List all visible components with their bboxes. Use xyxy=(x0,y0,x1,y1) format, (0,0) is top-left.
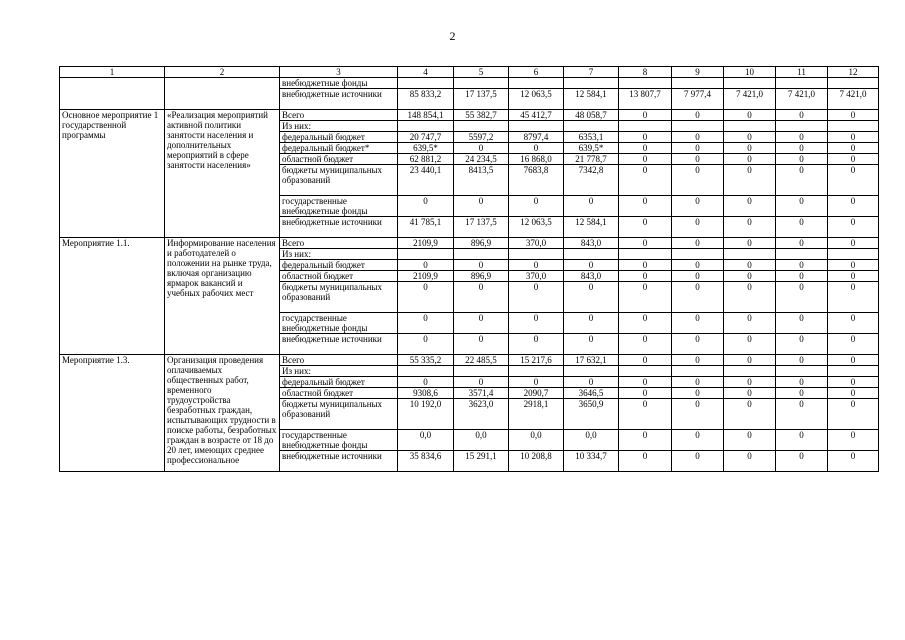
value-cell: 0 xyxy=(672,132,724,143)
value-cell: 0 xyxy=(619,399,672,430)
value-cell: 0 xyxy=(619,143,672,154)
source-label: федеральный бюджет xyxy=(280,377,398,388)
value-cell: 0 xyxy=(724,355,776,366)
value-cell xyxy=(509,249,564,260)
value-cell: 13 807,7 xyxy=(619,89,672,110)
value-cell: 0 xyxy=(619,196,672,217)
value-cell: 7 421,0 xyxy=(776,89,828,110)
value-cell: 0 xyxy=(776,238,828,249)
value-cell: 0 xyxy=(509,282,564,313)
value-cell: 0,0 xyxy=(454,430,509,451)
value-cell: 0 xyxy=(776,430,828,451)
value-cell xyxy=(776,121,828,132)
value-cell: 639,5* xyxy=(398,143,454,154)
value-cell: 5597,2 xyxy=(454,132,509,143)
source-label: внебюджетные источники xyxy=(280,451,398,472)
value-cell: 0 xyxy=(454,143,509,154)
value-cell: 0 xyxy=(776,154,828,165)
column-header: 6 xyxy=(509,67,564,78)
value-cell: 0 xyxy=(828,399,879,430)
value-cell: 0 xyxy=(619,271,672,282)
value-cell: 0 xyxy=(724,217,776,238)
column-header: 4 xyxy=(398,67,454,78)
value-cell: 0 xyxy=(672,238,724,249)
value-cell: 370,0 xyxy=(509,238,564,249)
value-cell: 0 xyxy=(672,399,724,430)
value-cell: 0 xyxy=(619,334,672,355)
value-cell xyxy=(509,366,564,377)
page-number: 2 xyxy=(449,29,456,43)
value-cell: 21 778,7 xyxy=(564,154,619,165)
value-cell: 0 xyxy=(724,282,776,313)
value-cell: 0 xyxy=(619,388,672,399)
value-cell: 0 xyxy=(672,271,724,282)
value-cell: 0 xyxy=(724,399,776,430)
source-label: Всего xyxy=(280,238,398,249)
value-cell: 896,9 xyxy=(454,238,509,249)
value-cell: 0 xyxy=(672,451,724,472)
source-label: областной бюджет xyxy=(280,154,398,165)
source-label: бюджеты муниципальных образований xyxy=(280,399,398,430)
value-cell: 0 xyxy=(724,451,776,472)
value-cell xyxy=(619,249,672,260)
value-cell: 7 421,0 xyxy=(828,89,879,110)
source-label: областной бюджет xyxy=(280,388,398,399)
value-cell: 0 xyxy=(672,260,724,271)
value-cell: 55 382,7 xyxy=(454,110,509,121)
value-cell: 24 234,5 xyxy=(454,154,509,165)
value-cell: 15 291,1 xyxy=(454,451,509,472)
value-cell: 2918,1 xyxy=(509,399,564,430)
value-cell: 0 xyxy=(828,377,879,388)
column-header: 5 xyxy=(454,67,509,78)
value-cell: 0 xyxy=(619,313,672,334)
value-cell: 0 xyxy=(619,165,672,196)
value-cell xyxy=(564,121,619,132)
value-cell: 3571,4 xyxy=(454,388,509,399)
value-cell: 0,0 xyxy=(398,430,454,451)
value-cell: 0 xyxy=(619,260,672,271)
source-label: государственные внебюджетные фонды xyxy=(280,430,398,451)
column-header: 11 xyxy=(776,67,828,78)
value-cell: 41 785,1 xyxy=(398,217,454,238)
value-cell xyxy=(398,121,454,132)
value-cell: 0 xyxy=(776,313,828,334)
value-cell: 0 xyxy=(619,282,672,313)
source-label: Всего xyxy=(280,110,398,121)
value-cell xyxy=(776,366,828,377)
value-cell: 0 xyxy=(776,271,828,282)
value-cell: 370,0 xyxy=(509,271,564,282)
value-cell: 0 xyxy=(724,313,776,334)
value-cell: 35 834,6 xyxy=(398,451,454,472)
value-cell: 0 xyxy=(828,238,879,249)
value-cell: 0 xyxy=(398,313,454,334)
group-desc-cell: Информирование населения и работодателей о положении на рынке труда, включая организацию ярмарок вакансий и учебных рабочих мест xyxy=(165,238,280,355)
value-cell: 0 xyxy=(619,110,672,121)
source-label: внебюджетные источники xyxy=(280,334,398,355)
value-cell: 85 833,2 xyxy=(398,89,454,110)
value-cell xyxy=(564,249,619,260)
column-header: 1 xyxy=(60,67,165,78)
source-label: внебюджетные фонды xyxy=(280,78,398,89)
column-header: 10 xyxy=(724,67,776,78)
value-cell xyxy=(398,249,454,260)
column-header: 8 xyxy=(619,67,672,78)
group-name-cell: Мероприятие 1.3. xyxy=(60,355,165,472)
value-cell: 0 xyxy=(776,451,828,472)
value-cell: 0 xyxy=(724,377,776,388)
value-cell xyxy=(398,366,454,377)
value-cell xyxy=(828,366,879,377)
source-label: бюджеты муниципальных образований xyxy=(280,165,398,196)
value-cell: 0 xyxy=(776,282,828,313)
value-cell: 0 xyxy=(724,132,776,143)
value-cell: 0 xyxy=(454,196,509,217)
value-cell: 17 137,5 xyxy=(454,217,509,238)
source-label: федеральный бюджет* xyxy=(280,143,398,154)
value-cell: 0 xyxy=(776,399,828,430)
value-cell xyxy=(724,366,776,377)
value-cell: 0 xyxy=(509,313,564,334)
value-cell: 3646,5 xyxy=(564,388,619,399)
value-cell: 7683,8 xyxy=(509,165,564,196)
value-cell: 0 xyxy=(776,260,828,271)
value-cell: 896,9 xyxy=(454,271,509,282)
value-cell xyxy=(724,121,776,132)
value-cell: 0 xyxy=(564,313,619,334)
value-cell: 45 412,7 xyxy=(509,110,564,121)
value-cell: 7 977,4 xyxy=(672,89,724,110)
value-cell: 0 xyxy=(509,143,564,154)
table-row xyxy=(60,238,879,249)
source-label: государственные внебюджетные фонды xyxy=(280,196,398,217)
value-cell xyxy=(828,121,879,132)
group-name-cell: Основное мероприятие 1 государственной программы xyxy=(60,110,165,238)
value-cell: 0 xyxy=(454,282,509,313)
value-cell: 2109,9 xyxy=(398,238,454,249)
value-cell: 0 xyxy=(776,110,828,121)
value-cell: 0 xyxy=(828,388,879,399)
value-cell: 8413,5 xyxy=(454,165,509,196)
source-label: Из них: xyxy=(280,121,398,132)
value-cell: 0 xyxy=(724,430,776,451)
value-cell: 0 xyxy=(828,143,879,154)
value-cell: 0 xyxy=(672,282,724,313)
value-cell: 0 xyxy=(398,334,454,355)
value-cell: 0 xyxy=(776,132,828,143)
value-cell: 0 xyxy=(724,196,776,217)
value-cell: 0 xyxy=(828,282,879,313)
value-cell: 0 xyxy=(619,132,672,143)
value-cell: 0 xyxy=(619,217,672,238)
value-cell: 0 xyxy=(509,260,564,271)
value-cell: 0 xyxy=(828,271,879,282)
value-cell: 0 xyxy=(454,334,509,355)
value-cell xyxy=(564,366,619,377)
value-cell: 0 xyxy=(828,132,879,143)
value-cell xyxy=(619,121,672,132)
group-desc-cell: «Реализация мероприятий активной политики занятости населения и дополнительных мероприятий в сфере занятости населения» xyxy=(165,110,280,238)
value-cell: 9308,6 xyxy=(398,388,454,399)
value-cell: 0 xyxy=(672,377,724,388)
value-cell xyxy=(619,366,672,377)
value-cell: 0 xyxy=(672,143,724,154)
value-cell: 12 584,1 xyxy=(564,89,619,110)
value-cell: 0 xyxy=(509,334,564,355)
value-cell xyxy=(454,121,509,132)
value-cell xyxy=(776,249,828,260)
value-cell: 0 xyxy=(398,196,454,217)
value-cell: 0 xyxy=(564,377,619,388)
source-label: Всего xyxy=(280,355,398,366)
value-cell: 0 xyxy=(564,260,619,271)
value-cell: 0 xyxy=(619,430,672,451)
value-cell: 23 440,1 xyxy=(398,165,454,196)
value-cell: 0 xyxy=(564,282,619,313)
value-cell: 0 xyxy=(672,154,724,165)
value-cell: 0 xyxy=(828,334,879,355)
value-cell: 0 xyxy=(776,143,828,154)
value-cell: 148 854,1 xyxy=(398,110,454,121)
value-cell: 0 xyxy=(828,313,879,334)
value-cell: 0 xyxy=(672,334,724,355)
value-cell: 0 xyxy=(724,143,776,154)
value-cell xyxy=(724,249,776,260)
source-label: Из них: xyxy=(280,249,398,260)
value-cell: 0 xyxy=(672,313,724,334)
value-cell: 7342,8 xyxy=(564,165,619,196)
value-cell: 0 xyxy=(619,154,672,165)
value-cell: 12 063,5 xyxy=(509,217,564,238)
value-cell: 22 485,5 xyxy=(454,355,509,366)
value-cell: 0 xyxy=(724,165,776,196)
value-cell: 0 xyxy=(672,430,724,451)
value-cell: 0 xyxy=(724,110,776,121)
value-cell: 639,5* xyxy=(564,143,619,154)
source-label: областной бюджет xyxy=(280,271,398,282)
value-cell xyxy=(672,366,724,377)
table-row xyxy=(60,355,879,366)
value-cell: 0,0 xyxy=(564,430,619,451)
value-cell: 0 xyxy=(828,154,879,165)
value-cell xyxy=(509,121,564,132)
value-cell: 10 192,0 xyxy=(398,399,454,430)
value-cell: 3650,9 xyxy=(564,399,619,430)
value-cell xyxy=(672,249,724,260)
value-cell: 0 xyxy=(509,196,564,217)
value-cell: 0 xyxy=(724,388,776,399)
value-cell xyxy=(672,121,724,132)
table-row xyxy=(60,78,879,89)
value-cell: 0 xyxy=(454,377,509,388)
value-cell: 16 868,0 xyxy=(509,154,564,165)
value-cell: 0 xyxy=(724,238,776,249)
group-name-cell xyxy=(60,78,165,110)
value-cell: 0 xyxy=(454,260,509,271)
value-cell: 17 137,5 xyxy=(454,89,509,110)
value-cell: 0 xyxy=(776,355,828,366)
column-header: 12 xyxy=(828,67,879,78)
value-cell: 10 334,7 xyxy=(564,451,619,472)
value-cell: 0 xyxy=(776,377,828,388)
value-cell: 0,0 xyxy=(509,430,564,451)
value-cell: 0 xyxy=(776,334,828,355)
value-cell: 843,0 xyxy=(564,271,619,282)
column-header: 2 xyxy=(165,67,280,78)
value-cell: 0 xyxy=(672,388,724,399)
source-label: внебюджетные источники xyxy=(280,89,398,110)
value-cell: 0 xyxy=(619,238,672,249)
value-cell: 0 xyxy=(619,377,672,388)
value-cell: 0 xyxy=(398,377,454,388)
value-cell xyxy=(454,249,509,260)
value-cell: 0 xyxy=(724,271,776,282)
value-cell: 62 881,2 xyxy=(398,154,454,165)
value-cell: 17 632,1 xyxy=(564,355,619,366)
value-cell: 0 xyxy=(724,154,776,165)
value-cell: 0 xyxy=(454,313,509,334)
value-cell: 2109,9 xyxy=(398,271,454,282)
value-cell xyxy=(828,249,879,260)
budget-table xyxy=(59,66,879,472)
value-cell: 0 xyxy=(398,260,454,271)
value-cell: 0 xyxy=(776,388,828,399)
value-cell: 0 xyxy=(828,110,879,121)
value-cell: 48 058,7 xyxy=(564,110,619,121)
value-cell: 0 xyxy=(828,451,879,472)
value-cell: 0 xyxy=(619,451,672,472)
value-cell: 7 421,0 xyxy=(724,89,776,110)
value-cell: 0 xyxy=(828,430,879,451)
value-cell: 0 xyxy=(776,196,828,217)
value-cell: 10 208,8 xyxy=(509,451,564,472)
value-cell xyxy=(454,366,509,377)
value-cell: 0 xyxy=(672,110,724,121)
value-cell: 0 xyxy=(776,165,828,196)
value-cell: 0 xyxy=(672,165,724,196)
value-cell: 15 217,6 xyxy=(509,355,564,366)
value-cell: 2090,7 xyxy=(509,388,564,399)
value-cell: 20 747,7 xyxy=(398,132,454,143)
value-cell: 0 xyxy=(828,260,879,271)
column-header: 9 xyxy=(672,67,724,78)
source-label: федеральный бюджет xyxy=(280,132,398,143)
group-name-cell: Мероприятие 1.1. xyxy=(60,238,165,355)
table-row xyxy=(60,110,879,121)
column-header: 7 xyxy=(564,67,619,78)
value-cell: 0 xyxy=(398,282,454,313)
group-desc-cell: Организация проведения оплачиваемых общественных работ, временного трудоустройства безработных граждан, испытывающих трудности в поиске работы, безработных граждан в возрасте от 18 до 20 лет, имеющих среднее профессиональное xyxy=(165,355,280,472)
source-label: государственные внебюджетные фонды xyxy=(280,313,398,334)
value-cell: 0 xyxy=(672,217,724,238)
value-cell: 0 xyxy=(828,165,879,196)
column-header: 3 xyxy=(280,67,398,78)
value-cell: 12 063,5 xyxy=(509,89,564,110)
value-cell: 0 xyxy=(564,196,619,217)
value-cell: 0 xyxy=(509,377,564,388)
value-cell: 12 584,1 xyxy=(564,217,619,238)
value-cell: 0 xyxy=(828,355,879,366)
value-cell: 0 xyxy=(776,217,828,238)
value-cell: 8797,4 xyxy=(509,132,564,143)
value-cell: 0 xyxy=(564,334,619,355)
value-cell: 55 335,2 xyxy=(398,355,454,366)
value-cell: 843,0 xyxy=(564,238,619,249)
source-label: внебюджетные источники xyxy=(280,217,398,238)
source-label: бюджеты муниципальных образований xyxy=(280,282,398,313)
value-cell: 0 xyxy=(724,260,776,271)
value-cell: 0 xyxy=(619,355,672,366)
value-cell: 0 xyxy=(828,196,879,217)
source-label: Из них: xyxy=(280,366,398,377)
value-cell: 0 xyxy=(724,334,776,355)
value-cell: 0 xyxy=(672,355,724,366)
group-desc-cell xyxy=(165,78,280,110)
value-cell: 3623,0 xyxy=(454,399,509,430)
value-cell: 6353,1 xyxy=(564,132,619,143)
header-row xyxy=(60,67,879,78)
value-cell: 0 xyxy=(828,217,879,238)
source-label: федеральный бюджет xyxy=(280,260,398,271)
value-cell: 0 xyxy=(672,196,724,217)
